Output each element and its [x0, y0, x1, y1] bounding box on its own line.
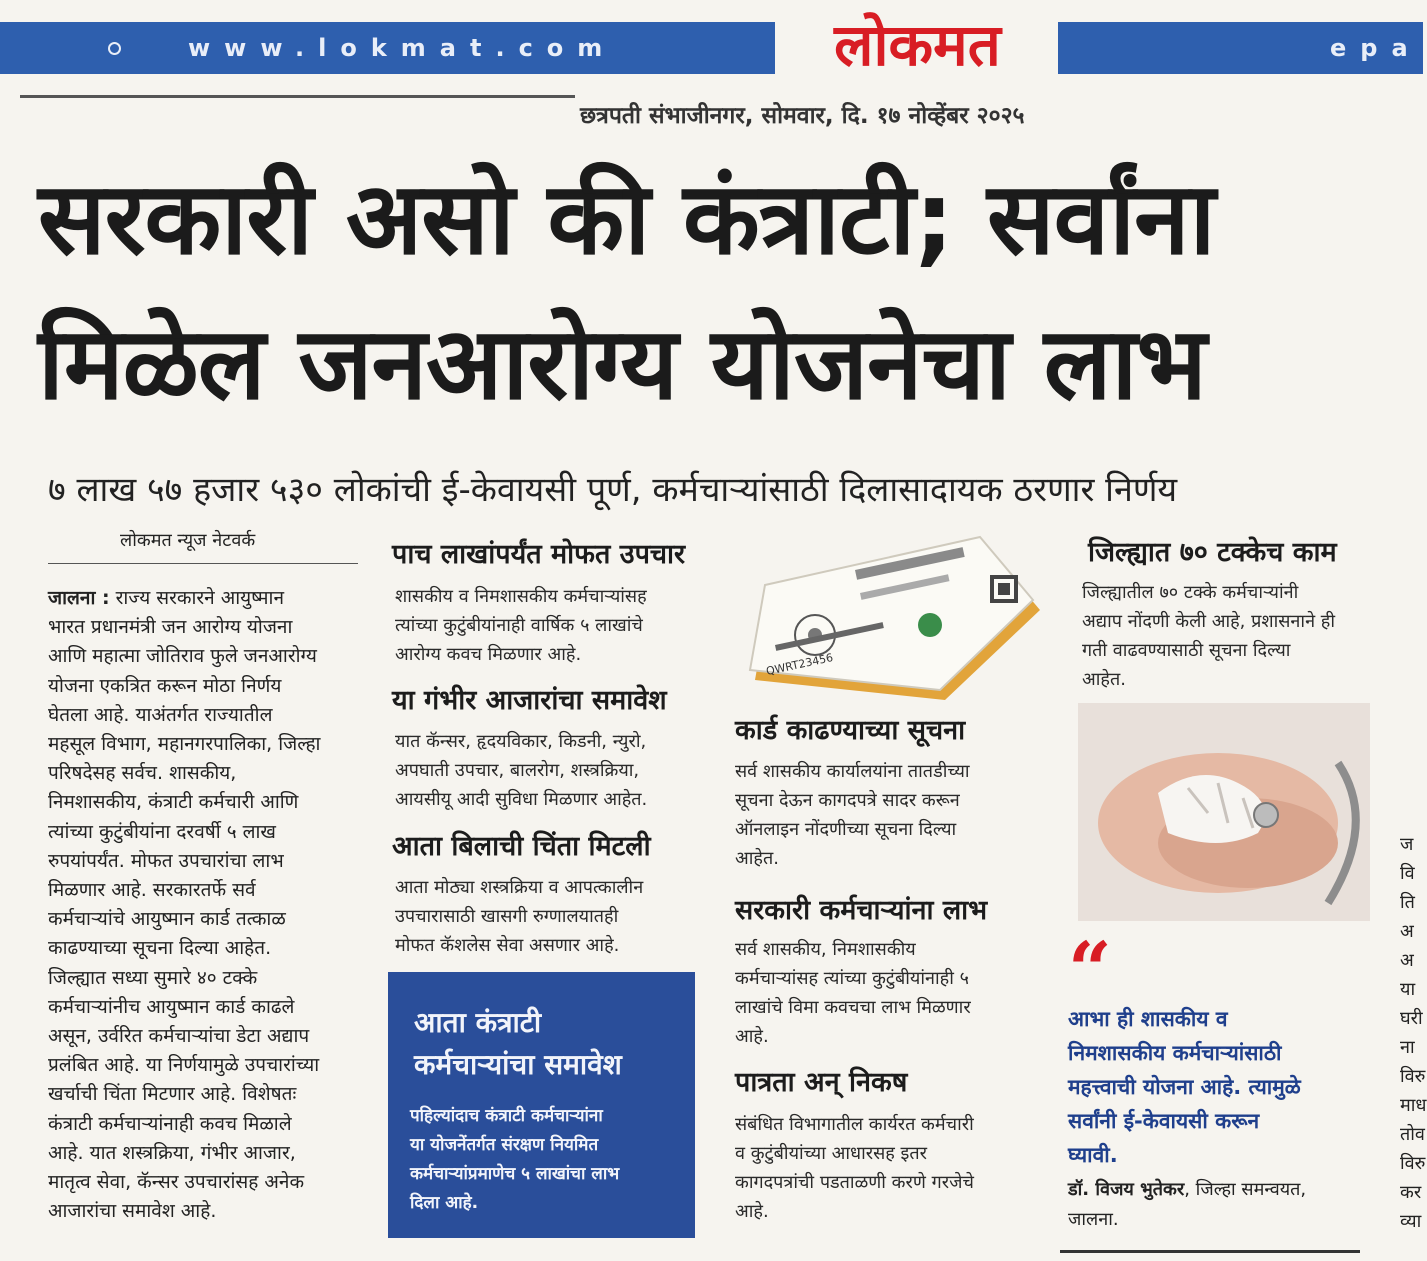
byline-divider — [48, 563, 358, 564]
quote-icon: “ — [1068, 925, 1112, 1014]
box-title: आता कंत्राटी कर्मचाऱ्यांचा समावेश — [414, 1006, 622, 1081]
body-line: आहे. यात शस्त्रक्रिया, गंभीर आजार, — [48, 1141, 296, 1164]
section-text: जिल्ह्यातील ७० टक्के कर्मचाऱ्यांनी अद्याप नोंदणी केली आहे, प्रशासनाने ही गती वाढवण्यासाठी सूचना दिल्या आहेत. — [1082, 582, 1336, 690]
masthead-band-right — [1058, 22, 1423, 74]
author-place: जालना. — [1068, 1209, 1119, 1230]
article-body — [48, 584, 358, 1226]
body-line: त्यांच्या कुटुंबीयांना दरवर्षी ५ लाख — [48, 820, 276, 843]
body-line: जालना : राज्य सरकारने आयुष्मान — [48, 587, 285, 609]
body-line: घेतला आहे. याअंतर्गत राज्यातील — [48, 703, 273, 726]
quote-text: आभा ही शासकीय व निमशासकीय कर्मचाऱ्यांसाठी महत्त्वाची योजना आहे. त्यामुळे सर्वांनी ई-केवायसी करून घ्यावी. — [1068, 1007, 1301, 1167]
section-title: पाच लाखांपर्यंत मोफत उपचार — [392, 539, 686, 570]
body-line: मातृत्व सेवा, कॅन्सर उपचारांसह अनेक — [48, 1171, 305, 1194]
epaper-label: epa — [1330, 34, 1422, 62]
hands-stethoscope-photo — [1078, 703, 1370, 921]
section-text: आता मोठ्या शस्त्रक्रिया व आपत्कालीन उपचारासाठी खासगी रुग्णालयातही मोफत कॅशलेस सेवा असणार आहे. — [395, 877, 644, 956]
body-line: कर्मचाऱ्यांचे आयुष्मान कार्ड तत्काळ — [48, 908, 286, 931]
ayushman-card-photo — [735, 525, 1045, 707]
author-name: डॉ. विजय भुतेकर — [1068, 1179, 1185, 1200]
body-line: रुपयांपर्यंत. मोफत उपचारांचा लाभ — [48, 849, 284, 872]
top-divider — [20, 95, 575, 98]
body-line: योजना एकत्रित करून मोठा निर्णय — [48, 674, 282, 697]
card-number: QWRT23456 — [764, 651, 835, 678]
section-text: सर्व शासकीय कार्यालयांना तातडीच्या सूचना देऊन कागदपत्रे सादर करून ऑनलाइन नोंदणीच्या सूचना दिल्या आहेत. — [735, 761, 970, 869]
body-line: काढण्याच्या सूचना दिल्या आहेत. — [48, 937, 272, 960]
bottom-divider — [1060, 1250, 1360, 1253]
author-role: , जिल्हा समन्वयत, — [1184, 1179, 1307, 1200]
subheadline: ७ लाख ५७ हजार ५३० लोकांची ई-केवायसी पूर्ण, कर्मचाऱ्यांसाठी दिलासादायक ठरणार निर्णय — [48, 470, 1178, 510]
section-text: शासकीय व निमशासकीय कर्मचाऱ्यांसह त्यांच्या कुटुंबीयांनाही वार्षिक ५ लाखांचे आरोग्य कवच मिळणार आहे. — [395, 586, 647, 665]
body-line: मिळणार आहे. सरकारतर्फे सर्व — [48, 879, 256, 902]
body-line: कंत्राटी कर्मचाऱ्यांनाही कवच मिळाले — [48, 1112, 292, 1135]
body-line: आणि महात्मा जोतिराव फुले जनआरोग्य — [48, 645, 317, 668]
section-title: आता बिलाची चिंता मिटली — [392, 831, 651, 862]
section-title: या गंभीर आजारांचा समावेश — [392, 685, 667, 716]
section-title: जिल्ह्यात ७० टक्केच काम — [1088, 537, 1337, 568]
body-line: जिल्ह्यात सध्या सुमारे ४० टक्के — [48, 966, 258, 989]
body-line: आजारांचा समावेश आहे. — [48, 1200, 217, 1223]
circle-icon — [108, 42, 121, 55]
adjacent-article-fragment: ज वि ति अ अ या घरी ना विरु माध तोव विरु कर व्या — [1400, 834, 1427, 1232]
body-line: महसूल विभाग, महानगरपालिका, जिल्हा — [48, 733, 321, 756]
lokmat-logo: लोकमत — [834, 11, 1001, 79]
section-text: संबंधित विभागातील कार्यरत कर्मचारी व कुटुंबीयांच्या आधारसह इतर कागदपत्रांची पडताळणी करणे गरजेचे आहे. — [735, 1114, 974, 1222]
byline: लोकमत न्यूज नेटवर्क — [120, 530, 256, 551]
headline-line-1: सरकारी असो की कंत्राटी; सर्वांना — [38, 160, 1215, 277]
body-line: प्रलंबित आहे. या निर्णयामुळे उपचारांच्या — [48, 1054, 320, 1077]
body-line: कर्मचाऱ्यांनीच आयुष्मान कार्ड काढले — [48, 995, 295, 1018]
body-dateline: जालना : — [48, 587, 110, 609]
section-title: कार्ड काढण्याच्या सूचना — [735, 715, 966, 746]
body-line: परिषदेसह सर्वच. शासकीय, — [48, 762, 237, 785]
section-title: पात्रता अन् निकष — [735, 1067, 908, 1098]
box-text: पहिल्यांदाच कंत्राटी कर्मचाऱ्यांना या योजनेंतर्गत संरक्षण नियमित कर्मचाऱ्यांप्रमाणेच ५ लाखांचा लाभ दिला आहे. — [410, 1106, 620, 1213]
dateline: छत्रपती संभाजीनगर, सोमवार, दि. १७ नोव्हेंबर २०२५ — [580, 103, 1025, 129]
section-text: सर्व शासकीय, निमशासकीय कर्मचाऱ्यांसह त्यांच्या कुटुंबीयांनाही ५ लाखांचे विमा कवचचा लाभ मिळणार आहे. — [735, 939, 971, 1047]
quote-author — [1068, 1175, 1368, 1235]
section-text: यात कॅन्सर, हृदयविकार, किडनी, न्युरो, अपघाती उपचार, बालरोग, शस्त्रक्रिया, आयसीयू आदी सुविधा मिळणार आहेत. — [395, 731, 648, 810]
contract-workers-box — [388, 972, 695, 1238]
body-line: असून, उर्वरित कर्मचाऱ्यांचा डेटा अद्याप — [48, 1025, 310, 1048]
section-title: सरकारी कर्मचाऱ्यांना लाभ — [735, 895, 988, 926]
website-url[interactable]: www.lokmat.com — [188, 34, 617, 62]
body-line: भारत प्रधानमंत्री जन आरोग्य योजना — [48, 616, 293, 639]
headline-line-2: मिळेल जनआरोग्य योजनेचा लाभ — [38, 305, 1206, 422]
body-line: खर्चाची चिंता मिटणार आहे. विशेषतः — [48, 1083, 297, 1106]
masthead-band-left — [0, 22, 775, 74]
body-line: निमशासकीय, कंत्राटी कर्मचारी आणि — [48, 791, 299, 814]
